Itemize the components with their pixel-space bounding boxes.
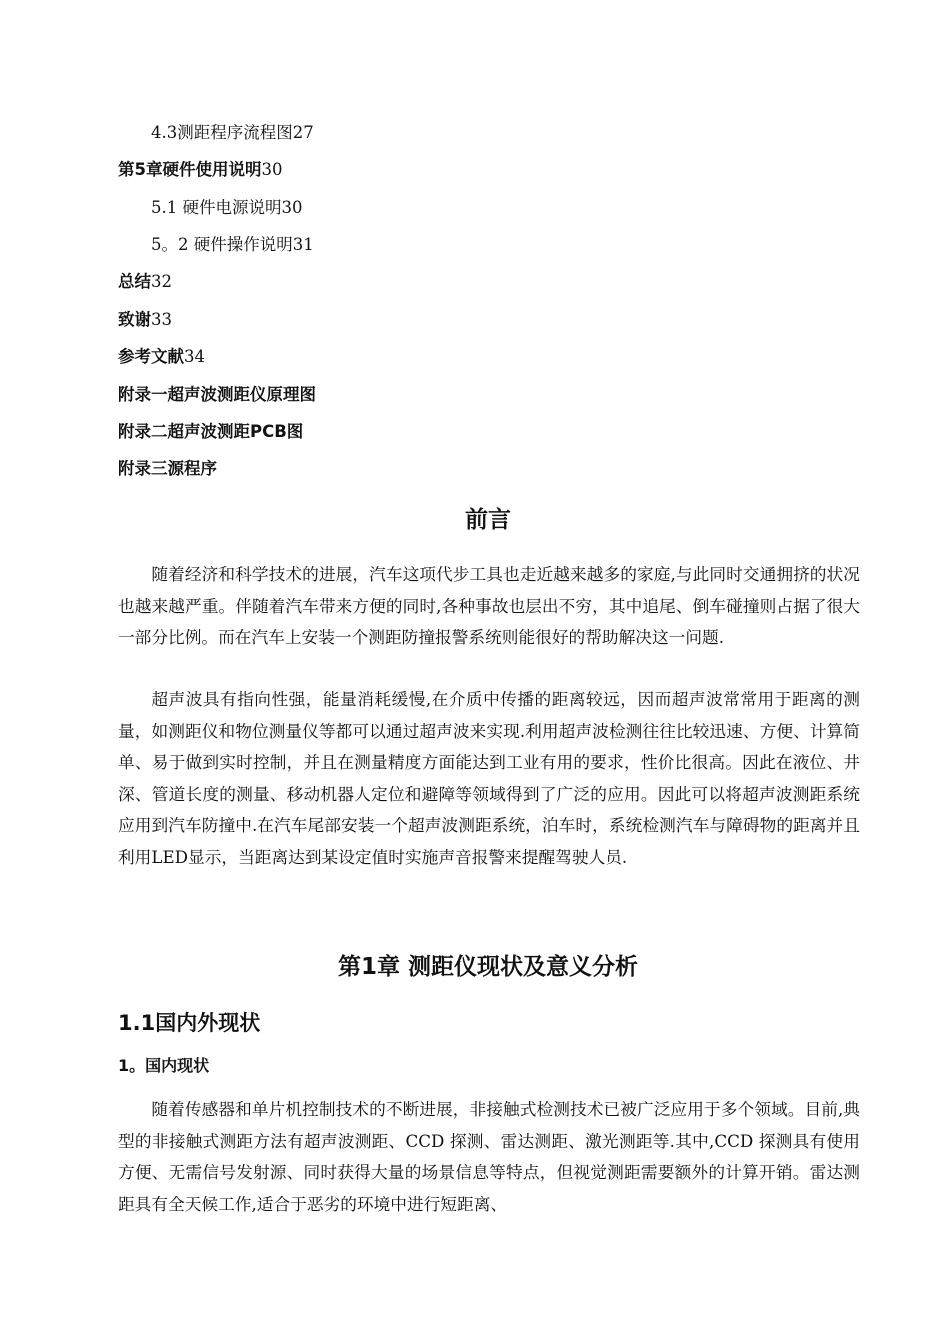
toc-entry-title: 附录一超声波测距仪原理图	[118, 385, 316, 404]
toc-entry-title: 总结	[118, 272, 151, 291]
toc-entry[interactable]	[151, 197, 303, 219]
toc-entry-title: 致谢	[118, 310, 151, 329]
subsection-heading: 1。国内现状	[118, 1056, 210, 1075]
section-heading: 1.1国内外现状	[118, 1011, 261, 1035]
toc-entry[interactable]	[118, 271, 172, 293]
toc-entry-title: 5。2 硬件操作说明	[151, 235, 293, 254]
toc-entry[interactable]	[151, 234, 314, 256]
toc-entry[interactable]	[118, 458, 217, 480]
toc-entry-page: 34	[184, 347, 205, 366]
toc-entry[interactable]	[151, 122, 314, 144]
preface-paragraph: 随着经济和科学技术的进展，汽车这项代步工具也走近越来越多的家庭,与此同时交通拥挤的状况也越来越严重。伴随着汽车带来方便的同时,各种事故也层出不穷，其中追尾、倒车碰撞则占据了很大一部分比例。而在汽车上安装一个测距防撞报警系统则能很好的帮助解决这一问题.	[118, 564, 860, 648]
toc-entry-title: 5.1 硬件电源说明	[151, 198, 282, 217]
toc-entry-page: 33	[151, 310, 172, 329]
toc-entry[interactable]	[118, 384, 316, 406]
toc-entry[interactable]	[118, 309, 172, 331]
preface-heading: 前言	[465, 507, 511, 533]
toc-entry-title: 第5章硬件使用说明	[118, 160, 262, 179]
toc-entry-title: 附录二超声波测距PCB图	[118, 422, 304, 441]
toc-entry[interactable]	[118, 346, 205, 368]
preface-paragraph: 超声波具有指向性强，能量消耗缓慢,在介质中传播的距离较远，因而超声波常常用于距离的测量，如测距仪和物位测量仪等都可以通过超声波来实现.利用超声波检测往往比较迅速、方便、计算简单、易于做到实时控制，并且在测量精度方面能达到工业有用的要求，性价比很高。因此在液位、井深、管道长度的测量、移动机器人定位和避障等领域得到了广泛的应用。因此可以将超声波测距系统应用到汽车防撞中.在汽车尾部安装一个超声波测距系统，泊车时，系统检测汽车与障碍物的距离并且利用LED显示，当距离达到某设定值时实施声音报警来提醒驾驶人员.	[118, 689, 860, 867]
toc-entry[interactable]	[118, 421, 303, 443]
toc-entry-title: 参考文献	[118, 347, 184, 366]
toc-entry-page: 32	[151, 272, 172, 291]
toc-entry[interactable]	[118, 159, 282, 181]
toc-entry-page: 30	[281, 198, 303, 217]
toc-entry-title: 附录三源程序	[118, 459, 217, 478]
toc-entry-page: 31	[292, 235, 314, 254]
toc-entry-title: 4.3测距程序流程图	[151, 123, 293, 142]
toc-entry-page: 27	[292, 123, 314, 142]
toc-entry-page: 30	[261, 160, 283, 179]
body-paragraph: 随着传感器和单片机控制技术的不断进展，非接触式检测技术已被广泛应用于多个领域。目前,典型的非接触式测距方法有超声波测距、CCD 探测、雷达测距、激光测距等.其中,CCD 探测具有使用方便、无需信号发射源、同时获得大量的场景信息等特点，但视觉测距需要额外的计算开销。雷达测距具有全天候工作,适合于恶劣的环境中进行短距离、	[118, 1099, 860, 1214]
chapter-heading: 第1章 测距仪现状及意义分析	[337, 954, 638, 980]
